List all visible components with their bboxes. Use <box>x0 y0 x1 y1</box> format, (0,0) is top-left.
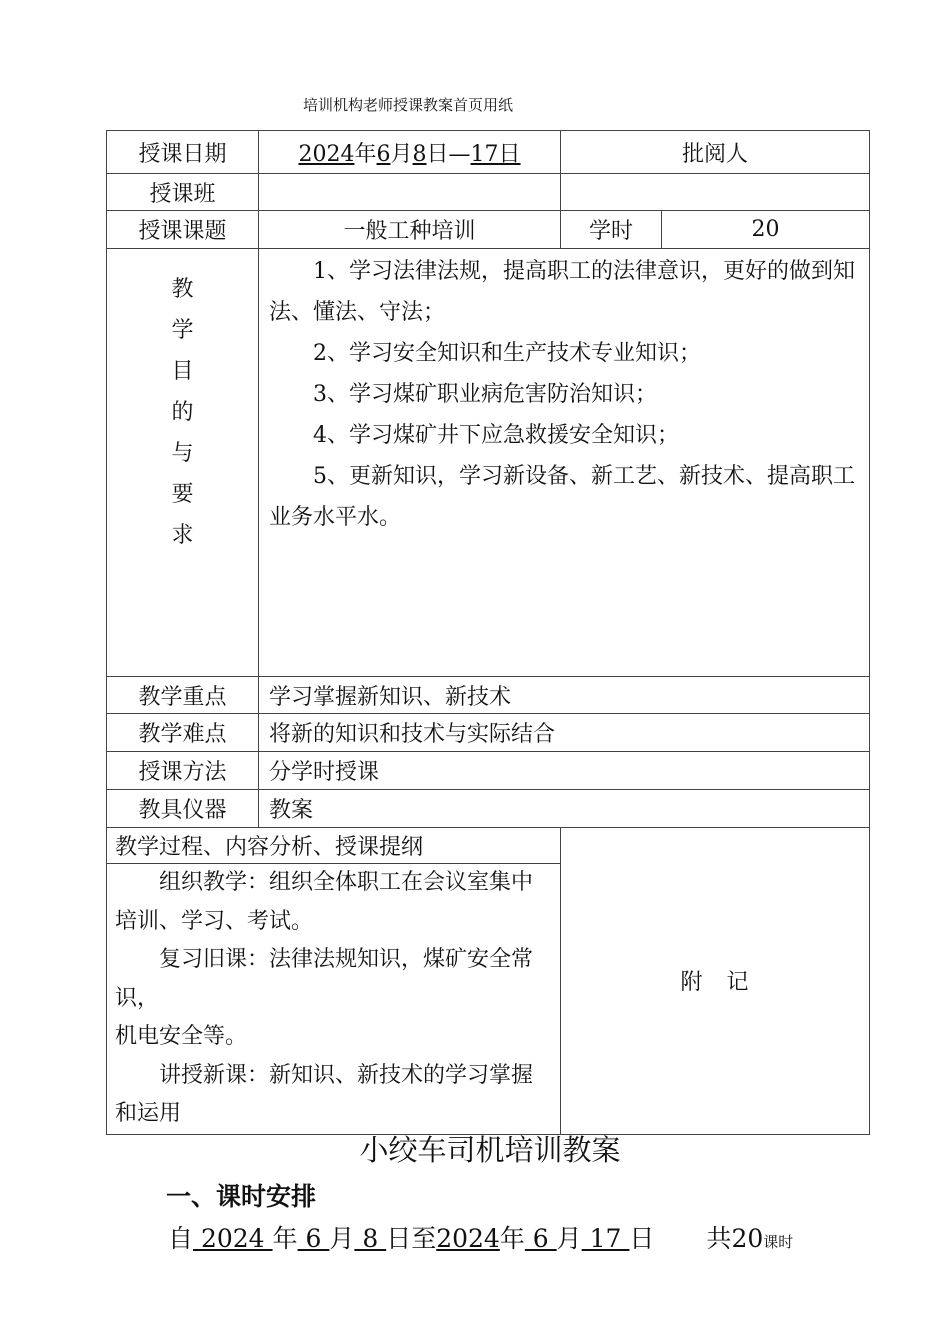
row-process-head <box>107 828 870 864</box>
process-content <box>107 864 561 1135</box>
row-difficulty <box>107 714 870 752</box>
schedule-start-day: 8 <box>354 1224 387 1253</box>
schedule-line: 自 2024 年 6 月 8 日至2024年 6 月 17 日 共20课时 <box>168 1224 794 1253</box>
class-value <box>259 174 561 211</box>
process-line: 复习旧课：法律法规知识，煤矿安全常识， <box>115 947 534 1011</box>
schedule-total-hours: 20 <box>731 1224 764 1253</box>
objective-item: 1、学习法律法规，提高职工的法律意识，更好的做到知法、懂法、守法； <box>269 259 855 325</box>
schedule-unit: 课时 <box>763 1233 794 1251</box>
appendix-label: 附 记 <box>561 828 870 1135</box>
topic-value: 一般工种培训 <box>259 211 561 249</box>
process-line: 组织教学：组织全体职工在会议室集中培训、学习、考试。 <box>115 870 534 934</box>
document-title: 小绞车司机培训教案 <box>359 1133 621 1167</box>
objective-item: 3、学习煤矿职业病危害防治知识； <box>313 382 657 407</box>
key-points-label: 教学重点 <box>107 677 259 714</box>
date-value: 2024年6月8日—17日 <box>259 131 561 174</box>
date-end-day: 17 <box>470 141 499 167</box>
key-points-value: 学习掌握新知识、新技术 <box>259 677 870 714</box>
schedule-start-month: 6 <box>297 1224 330 1253</box>
class-label: 授课班 <box>107 174 259 211</box>
row-objectives <box>107 249 870 677</box>
objectives-label: 教 学 目 的 与 要 求 <box>107 249 259 677</box>
row-class <box>107 174 870 211</box>
process-line: 机电安全等。 <box>115 1024 248 1049</box>
row-date <box>107 131 870 174</box>
date-label: 授课日期 <box>107 131 259 174</box>
objective-item: 5、更新知识，学习新设备、新工艺、新技术、提高职工业务水平水。 <box>269 464 855 530</box>
objective-item: 2、学习安全知识和生产技术专业知识； <box>313 341 701 366</box>
schedule-end-month: 6 <box>524 1224 557 1253</box>
reviewer-value <box>561 174 870 211</box>
lesson-plan-table <box>106 130 870 1135</box>
process-label: 教学过程、内容分析、授课提纲 <box>107 828 561 864</box>
row-topic <box>107 211 870 249</box>
row-method <box>107 752 870 790</box>
schedule-end-day: 17 <box>581 1224 630 1253</box>
row-key-points <box>107 677 870 714</box>
schedule-start-year: 2024 <box>193 1224 273 1253</box>
date-year: 2024 <box>298 141 355 167</box>
topic-label: 授课课题 <box>107 211 259 249</box>
hours-label: 学时 <box>561 211 662 249</box>
objective-item: 4、学习煤矿井下应急救援安全知识； <box>313 423 679 448</box>
header-note: 培训机构老师授课教案首页用纸 <box>303 96 514 114</box>
method-value: 分学时授课 <box>259 752 870 790</box>
tools-value: 教案 <box>259 790 870 828</box>
schedule-end-year: 2024 <box>436 1224 500 1253</box>
tools-label: 教具仪器 <box>107 790 259 828</box>
difficulty-value: 将新的知识和技术与实际结合 <box>259 714 870 752</box>
difficulty-label: 教学难点 <box>107 714 259 752</box>
reviewer-label: 批阅人 <box>561 131 870 174</box>
process-line: 讲授新课：新知识、新技术的学习掌握和运用 <box>115 1062 534 1126</box>
objectives-content <box>259 249 870 677</box>
method-label: 授课方法 <box>107 752 259 790</box>
section-title: 一、课时安排 <box>166 1182 317 1211</box>
hours-value: 20 <box>662 211 870 249</box>
date-month: 6 <box>376 141 391 167</box>
date-start-day: 8 <box>412 141 427 167</box>
row-tools <box>107 790 870 828</box>
